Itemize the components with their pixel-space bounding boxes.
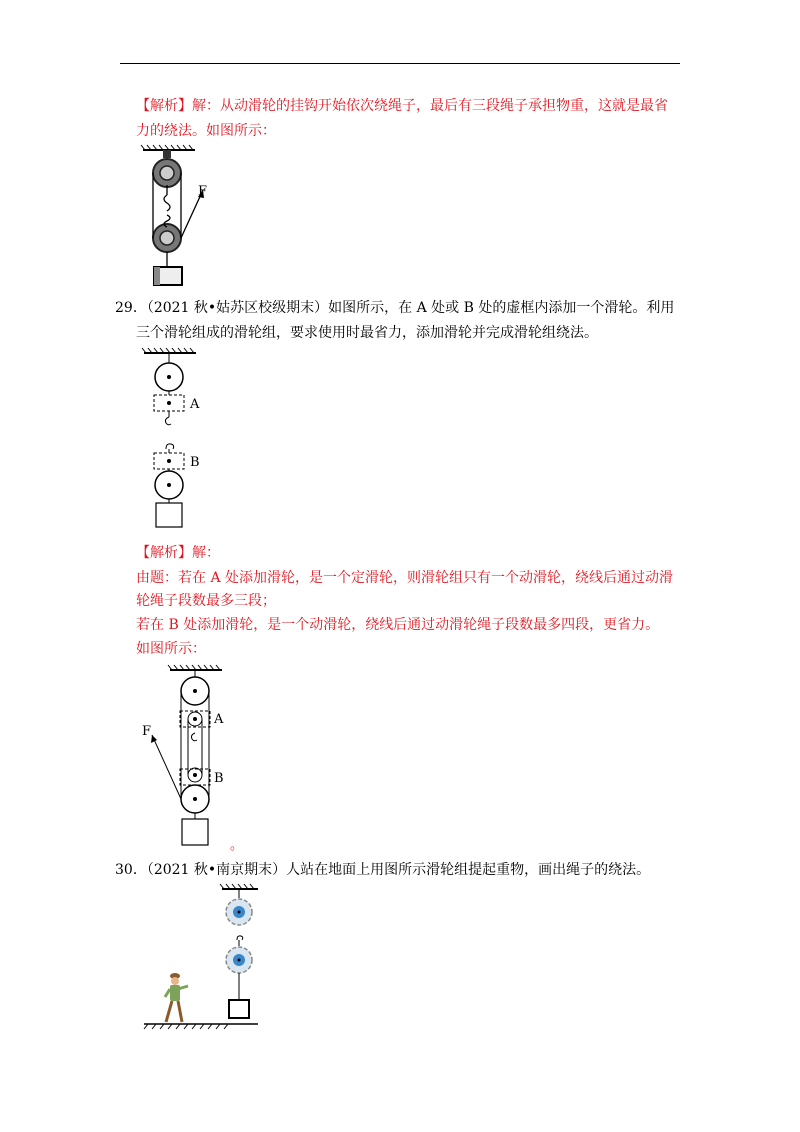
ans-force-label: F — [142, 724, 152, 739]
q30-line: 30．（2021 秋•南京期末）人站在地面上用图所示滑轮组提起重物，画出绳子的绕法。 — [115, 862, 651, 878]
force-label: F — [198, 184, 208, 199]
analysis-label: 【解析】 — [136, 545, 192, 561]
q30-figure — [140, 882, 270, 1032]
q29-source: （2021 秋•姑苏区校级期末） — [146, 300, 329, 316]
q29-answer-figure — [140, 663, 250, 853]
q29-line1: 29．（2021 秋•姑苏区校级期末）如图所示，在 A 处或 B 处的虚框内添加一个滑轮。利用 — [115, 300, 675, 316]
q28-analysis-line2: 力的绕法。如图所示： — [136, 123, 276, 139]
fig-label-a: A — [190, 397, 200, 412]
q30-number: 30． — [115, 862, 147, 878]
person-figure — [165, 973, 188, 1022]
analysis-label: 【解析】 — [136, 98, 192, 114]
q29-analysis-a4: 如图所示： — [136, 641, 206, 657]
q29-number: 29． — [115, 300, 147, 316]
end-mark: 。 — [230, 838, 244, 853]
q29-question-figure — [140, 345, 230, 530]
fig-label-b: B — [190, 455, 200, 470]
q29-analysis-a3: 若在 B 处添加滑轮，是一个动滑轮，绕线后通过动滑轮绳子段数最多四段，更省力。 — [136, 617, 660, 633]
ans-label-a: A — [214, 712, 224, 727]
q28-pulley-figure — [140, 145, 220, 290]
q29-line2: 三个滑轮组成的滑轮组，要求使用时最省力，添加滑轮并完成滑轮组绕法。 — [136, 325, 598, 341]
q28-analysis-line1: 【解析】解：从动滑轮的挂钩开始依次绕绳子，最后有三段绳子承担物重，这就是最省 — [136, 98, 668, 114]
q29-analysis-head: 【解析】解： — [136, 545, 220, 561]
ans-label-b: B — [214, 771, 224, 786]
q30-source: （2021 秋•南京期末） — [146, 862, 287, 878]
q29-analysis-a2: 轮绳子段数最多三段； — [136, 593, 276, 609]
q29-analysis-a1: 由题：若在 A 处添加滑轮，是一个定滑轮，则滑轮组只有一个动滑轮，绕线后通过动滑 — [136, 570, 674, 586]
header-rule — [120, 63, 680, 64]
